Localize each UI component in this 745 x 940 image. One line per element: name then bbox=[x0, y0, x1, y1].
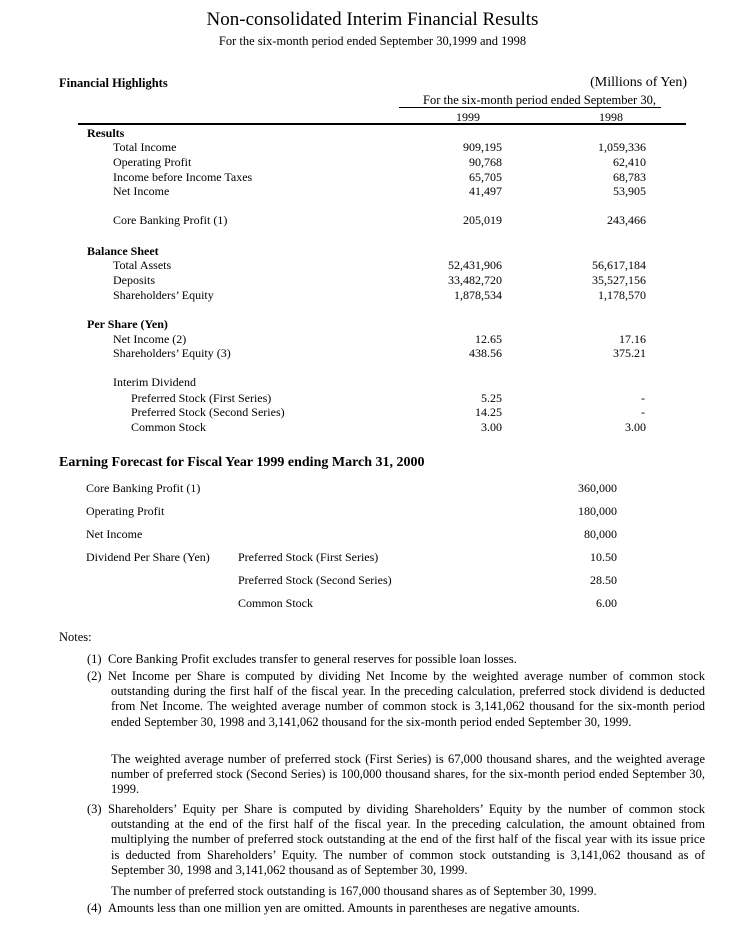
table-cell-1999: 52,431,906 bbox=[448, 258, 502, 272]
table-cell-1998: 35,527,156 bbox=[592, 273, 646, 287]
table-row-label: Common Stock bbox=[131, 420, 207, 434]
table-cell-1999: 65,705 bbox=[469, 170, 502, 184]
note-number: (1) bbox=[87, 652, 102, 666]
note-number: (2) bbox=[87, 669, 102, 683]
table-row-label: Total Assets bbox=[113, 258, 172, 272]
period-label: For the six-month period ended September 30, bbox=[423, 93, 656, 107]
table-row-label: Shareholders’ Equity bbox=[113, 288, 214, 302]
forecast-value: 80,000 bbox=[584, 527, 617, 541]
forecast-row-label: Core Banking Profit (1) bbox=[86, 481, 201, 495]
forecast-value: 180,000 bbox=[578, 504, 617, 518]
table-row-label: Operating Profit bbox=[113, 155, 192, 169]
table-cell-1998: 68,783 bbox=[613, 170, 646, 184]
note-number: (4) bbox=[87, 901, 102, 915]
table-row-label: Net Income (2) bbox=[113, 332, 187, 346]
interim-dividend-heading: Interim Dividend bbox=[113, 375, 196, 389]
notes-heading: Notes: bbox=[59, 630, 92, 644]
forecast-row-label: Preferred Stock (First Series) bbox=[238, 550, 379, 564]
table-cell-1999: 12.65 bbox=[475, 332, 502, 346]
note-text: Amounts less than one million yen are omitted. Amounts in parentheses are negative amounts. bbox=[108, 901, 580, 915]
per-share-heading: Per Share (Yen) bbox=[87, 317, 168, 331]
note-number: (3) bbox=[87, 802, 102, 816]
table-row-label: Income before Income Taxes bbox=[113, 170, 253, 184]
forecast-value: 10.50 bbox=[590, 550, 617, 564]
table-cell-1999: 41,497 bbox=[469, 184, 502, 198]
units-label: (Millions of Yen) bbox=[590, 75, 687, 90]
forecast-value: 28.50 bbox=[590, 573, 617, 587]
table-row-label: Net Income bbox=[113, 184, 170, 198]
table-cell-1999: 33,482,720 bbox=[448, 273, 502, 287]
balance-sheet-heading: Balance Sheet bbox=[87, 244, 159, 258]
page-title: Non-consolidated Interim Financial Results bbox=[206, 9, 539, 30]
note-text: The number of preferred stock outstanding is 167,000 thousand shares as of September 30, 1999. bbox=[111, 884, 597, 898]
forecast-row-label: Operating Profit bbox=[86, 504, 165, 518]
table-top-rule bbox=[78, 123, 686, 125]
forecast-value: 6.00 bbox=[596, 596, 617, 610]
note-text: The weighted average number of preferred stock (First Series) is 67,000 thousand shares, and the weighted average number of preferred stock (Second Series) is 100,000 thousand shares, for the six-month period ended September 30, 1999. bbox=[111, 752, 705, 797]
forecast-dividend-label: Dividend Per Share (Yen) bbox=[86, 550, 210, 564]
period-underline bbox=[399, 107, 661, 108]
table-cell-1999: 1,878,534 bbox=[454, 288, 502, 302]
note-text: Net Income per Share is computed by dividing Net Income by the weighted average number of common stock outstanding during the first half of the fiscal year. In the preceding calculation, preferred stock dividend is deducted from Net Income. The weighted average number of common stock is 3,141,062 thousand for the six-month period ended September 30, 1998 and 3,141,062 thousand for the six-month period ended September 30, 1999. bbox=[108, 669, 705, 729]
table-cell-1998: 56,617,184 bbox=[592, 258, 646, 272]
table-cell-1998: 375.21 bbox=[613, 346, 646, 360]
table-row-label: Preferred Stock (First Series) bbox=[131, 391, 272, 405]
table-cell-1998: 1,178,570 bbox=[598, 288, 646, 302]
table-cell-1998: - bbox=[641, 391, 645, 405]
forecast-value: 360,000 bbox=[578, 481, 617, 495]
table-cell-1999: 438.56 bbox=[469, 346, 502, 360]
table-row-label: Preferred Stock (Second Series) bbox=[131, 405, 285, 419]
column-header-1998: 1998 bbox=[599, 110, 623, 124]
table-cell-1999: 3.00 bbox=[481, 420, 502, 434]
table-cell-1999: 205,019 bbox=[463, 213, 502, 227]
section-heading-forecast: Earning Forecast for Fiscal Year 1999 ending March 31, 2000 bbox=[59, 455, 425, 470]
table-cell-1998: 3.00 bbox=[625, 420, 646, 434]
table-cell-1998: 17.16 bbox=[619, 332, 646, 346]
section-heading-highlights: Financial Highlights bbox=[59, 76, 168, 90]
column-header-1999: 1999 bbox=[456, 110, 480, 124]
forecast-row-label: Net Income bbox=[86, 527, 143, 541]
table-cell-1998: 1,059,336 bbox=[598, 140, 646, 154]
forecast-row-label: Common Stock bbox=[238, 596, 314, 610]
table-row-label: Deposits bbox=[113, 273, 155, 287]
results-heading: Results bbox=[87, 126, 125, 140]
table-cell-1998: 53,905 bbox=[613, 184, 646, 198]
table-cell-1998: 243,466 bbox=[607, 213, 646, 227]
table-cell-1999: 14.25 bbox=[475, 405, 502, 419]
table-cell-1999: 909,195 bbox=[463, 140, 502, 154]
table-row-label: Shareholders’ Equity (3) bbox=[113, 346, 231, 360]
table-row-label: Core Banking Profit (1) bbox=[113, 213, 228, 227]
note-text: Core Banking Profit excludes transfer to general reserves for possible loan losses. bbox=[108, 652, 517, 666]
table-row-label: Total Income bbox=[113, 140, 177, 154]
page-subtitle: For the six-month period ended September 30,1999 and 1998 bbox=[218, 34, 527, 48]
table-cell-1998: - bbox=[641, 405, 645, 419]
table-cell-1999: 5.25 bbox=[481, 391, 502, 405]
table-cell-1998: 62,410 bbox=[613, 155, 646, 169]
forecast-row-label: Preferred Stock (Second Series) bbox=[238, 573, 392, 587]
note-text: Shareholders’ Equity per Share is computed by dividing Shareholders’ Equity by the number of common stock outstanding at the end of the first half of the fiscal year. In the preceding calculation, the amount obtained from multiplying the number of preferred stock outstanding at the end of the first half of the fiscal year with its issue price is deducted from Shareholders’ Equity. The number of common stock outstanding is 3,141,062 thousand as of September 30, 1998 and 3,141,062 thousand as of September 30, 1999. bbox=[108, 802, 705, 877]
table-cell-1999: 90,768 bbox=[469, 155, 502, 169]
